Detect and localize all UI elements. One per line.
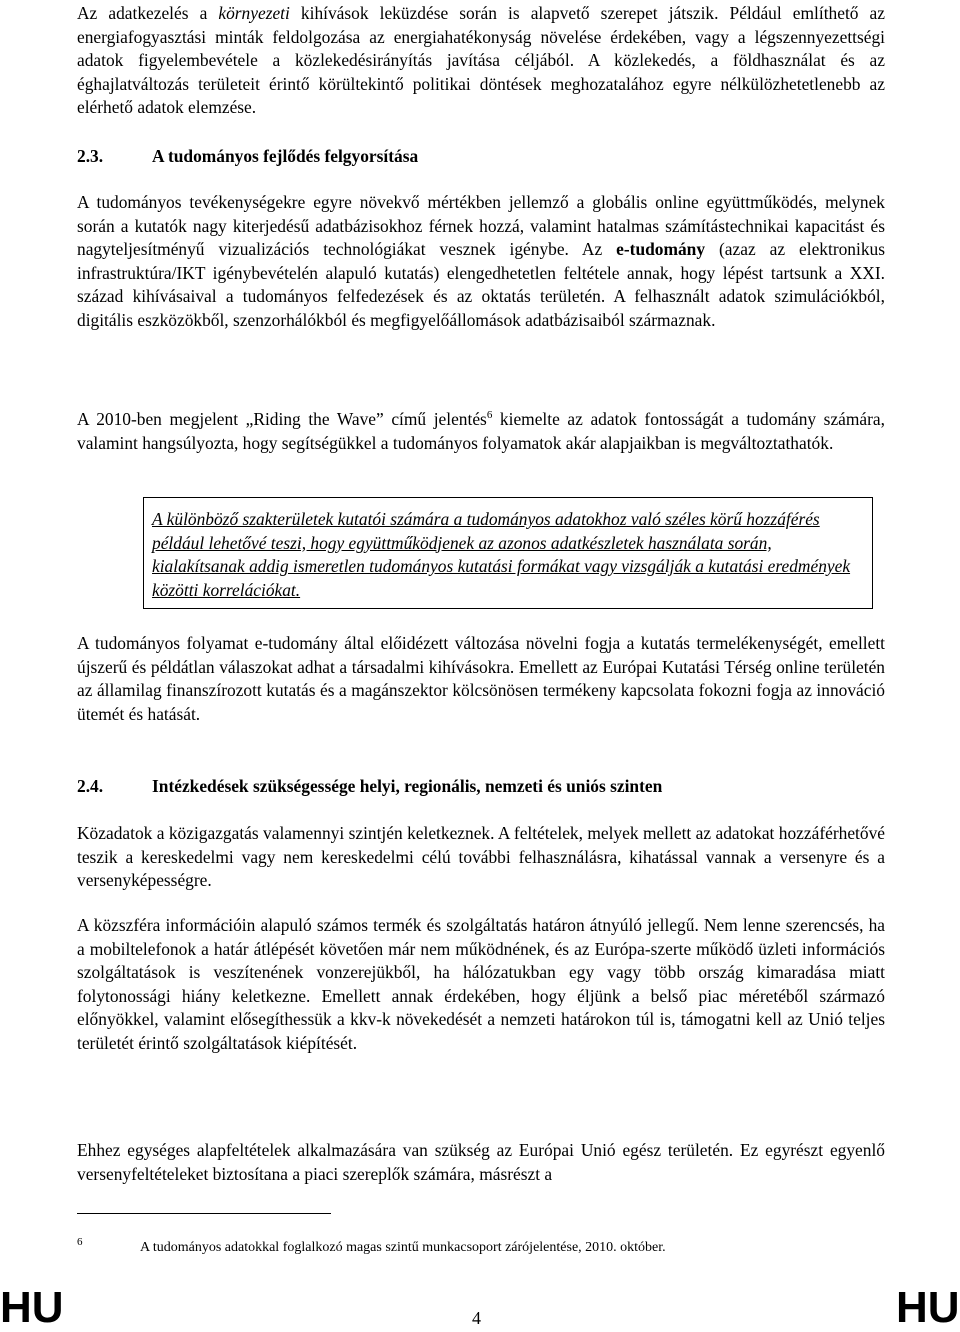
text-run: kiemelte az adatok fontosságát a tudomány számára, valamint hangsúlyozta, hogy segítségükkel a tudományos folyamatok akár alapjaikban is megváltoztathatók.	[77, 409, 885, 453]
footnote-number: 6	[77, 1236, 83, 1248]
footnote-text: A tudományos adatokkal foglalkozó magas szintű munkacsoport zárójelentése, 2010. október.	[140, 1240, 666, 1255]
section-number: 2.4.	[77, 776, 104, 796]
language-code-left: HU	[0, 1283, 64, 1332]
text-run: A tudományos tevékenységekre egyre növekvő mértékben jellemző a globális online együttműködés, melynek során a kutatók nagy kiterjedésű adatbázisokhoz férnek hozzá, valamint hatalmas számítástechnikai kapacitást és nagyteljesítményű vizualizációs technológiákat vesznek igénybe. Az	[77, 192, 885, 260]
paragraph-level-playing-field: Ehhez egységes alapfeltételek alkalmazására van szükség az Európai Unió egész területén. Ez egyrészt egyenlő versenyfeltételeket biztosítana a piaci szereplők számára, másrészt a	[77, 1140, 885, 1184]
paragraph-public-data: Közadatok a közigazgatás valamennyi szintjén keletkeznek. A feltételek, melyek mellett az adatokat hozzáférhetővé teszik a kereskedelmi vagy nem kereskedelmi célú további felhasználásra, kihatással vannak a versenyre és a versenyképességre.	[77, 823, 885, 891]
text-run: A 2010-ben megjelent „Riding the Wave” című jelentés	[77, 409, 487, 429]
paragraph-e-science	[77, 191, 885, 333]
paragraph-research-productivity: A tudományos folyamat e-tudomány által előidézett változása növelni fogja a kutatás termelékenységét, emellett újszerű és példátlan válaszokat adhat a társadalmi kihívásokra. Emellett az Európai Kutatási Térség online területén az államilag finanszírozott kutatás és a magánszektor kölcsönösen termékeny kapcsolata fokozni fogja az innováció ütemét és hatását.	[77, 633, 885, 724]
emphasis-text: környezeti	[218, 3, 290, 23]
page-number: 4	[472, 1308, 481, 1328]
section-title: A tudományos fejlődés felgyorsítása	[152, 146, 419, 166]
footnote-separator	[77, 1213, 331, 1214]
text-run: kihívások leküzdése során is alapvető szerepet játszik. Például említhető az energiafogyasztási minták feldolgozása az energiahatékonyság növelése érdekében, vagy a légszennyezettségi adatok figyelembevétele a közlekedésirányítás javítása céljából. A közlekedés, a földhasználat és az éghajlatváltozás területeit érintő körültekintő politikai döntések meghozatalához egyre nélkülözhetetlenebb az elérhető adatok elemzése.	[77, 3, 885, 118]
footnote-reference[interactable]: 6	[486, 409, 493, 421]
text-run: Az adatkezelés a	[77, 3, 219, 23]
bold-term: e-tudomány	[616, 239, 706, 260]
section-title: Intézkedések szükségessége helyi, regionális, nemzeti és uniós szinten	[152, 776, 663, 796]
highlight-box	[143, 497, 873, 609]
section-heading-2-3	[77, 145, 418, 169]
paragraph-environment	[77, 2, 885, 120]
language-code-right: HU	[896, 1283, 960, 1332]
text-run: (azaz az elektronikus infrastruktúra/IKT igénybevételén alapuló kutatás) elengedhetetlen feltétele annak, hogy lépést tartsunk a XXI. század kihívásaival a tudományos felfedezések és az oktatás területén. A felhasznált adatok szimulációkból, digitális eszközökből, szenzorhálókból és megfigyelőállomások adatbázisaiból származnak.	[77, 239, 885, 330]
paragraph-cross-border-services: A közszféra információin alapuló számos termék és szolgáltatás határon átnyúló jellegű. Nem lenne szerencsés, ha a mobiltelefonok a határ átlépését követően már nem működnének, és az Európa-szerte működő üzleti információs szolgáltatások is veszítenének vonzerejükből, ha hálózatukban egy vagy több ország kimaradása miatt folytonossági hiány keletkezne. Emellett annak érdekében, hogy éljünk a belső piac méretéből származó előnyökkel, valamint elősegíthessük a kkv-k növekedését a nemzeti határokon túl is, támogatni kell az Unió teljes területét érintő szolgáltatások kiépítését.	[77, 915, 885, 1053]
paragraph-riding-the-wave	[77, 408, 885, 455]
section-heading-2-4	[77, 775, 662, 799]
section-number: 2.3.	[77, 146, 104, 166]
highlight-box-text: A különböző szakterületek kutatói számára a tudományos adatokhoz való széles körű hozzáférés például lehetővé teszi, hogy együttműködjenek az azonos adatkészletek használata során, kialakítsanak addig ismeretlen tudományos kutatási formákat vagy vizsgálják a kutatási eredmények közötti korrelációkat.	[152, 509, 851, 600]
